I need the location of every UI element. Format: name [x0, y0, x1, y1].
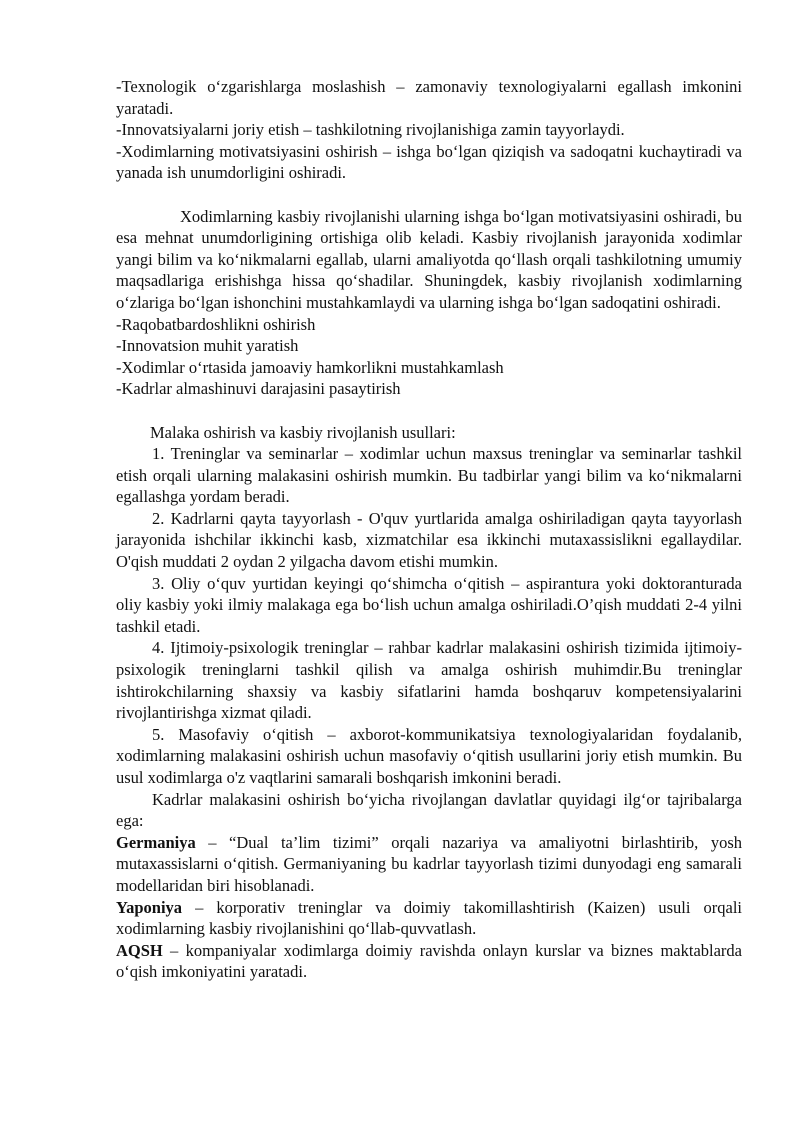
paragraph-text: Kadrlar malakasini oshirish bo‘yicha rivojlangan davlatlar quyidagi ilg‘or tajribalarga ega: [116, 789, 742, 831]
paragraph-text: Malaka oshirish va kasbiy rivojlanish usullari: [150, 422, 456, 442]
paragraph-p8 [116, 378, 742, 400]
bold-term: Yaponiya [116, 897, 183, 917]
paragraph-p10 [116, 443, 742, 508]
bold-term: AQSH [116, 940, 163, 960]
bold-term: Germaniya [116, 832, 196, 852]
paragraph-text: 1. Treninglar va seminarlar – xodimlar uchun maxsus treninglar va seminarlar tashkil etish orqali ularning malakasini oshirish mumkin. Bu tadbirlar yangi bilim va ko‘nikmalarni egallashga yordam beradi. [116, 444, 742, 507]
paragraph-p1 [116, 76, 742, 119]
paragraph-p13 [116, 637, 742, 723]
paragraph-gap [116, 184, 742, 206]
paragraph-p12 [116, 573, 742, 638]
paragraph-text: 3. Oliy o‘quv yurtidan keyingi qo‘shimcha o‘qitish – aspirantura yoki doktoranturada oliy kasbiy yoki ilmiy malakaga ega bo‘lish uchun amalga oshiriladi.O’qish muddati 2-4 yilni tashkil etadi. [116, 573, 742, 636]
paragraph-p16 [116, 832, 742, 897]
paragraph-p4 [116, 206, 742, 314]
paragraph-p17 [116, 897, 742, 940]
paragraph-text: -Raqobatbardoshlikni oshirish [116, 314, 316, 334]
paragraph-text: 5. Masofaviy o‘qitish – axborot-kommunikatsiya texnologiyalaridan foydalanib, xodimlarning malakasini oshirish uchun masofaviy o‘qitish usullarini joriy etish mumkin. Bu usul xodimlarga o'z vaqtlarini samarali boshqarish imkonini beradi. [116, 724, 742, 787]
paragraph-text: -Xodimlarning motivatsiyasini oshirish – ishga bo‘lgan qiziqish va sadoqatni kuchaytiradi va yanada ish unumdorligini oshiradi. [116, 141, 742, 183]
paragraph-text: 2. Kadrlarni qayta tayyorlash - O'quv yurtlarida amalga oshiriladigan qayta tayyorlash jarayonida ishchilar ikkinchi kasb, xizmatchilar esa ikkinchi mutaxassislikni egallaydilar. O'qish muddati 2 oydan 2 yilgacha davom etishi mumkin. [116, 508, 742, 572]
paragraph-p3 [116, 141, 742, 184]
paragraph-p2 [116, 119, 742, 141]
paragraph-text: -Innovatsion muhit yaratish [116, 336, 299, 356]
paragraph-p7 [116, 357, 742, 379]
paragraph-text: -Kadrlar almashinuvi darajasini pasaytirish [116, 379, 401, 399]
paragraph-p9 [116, 422, 742, 444]
paragraph-text: – kompaniyalar xodimlarga doimiy ravishda onlayn kurslar va biznes maktablarda o‘qish imkoniyatini yaratadi. [116, 940, 742, 982]
paragraph-p5 [116, 314, 742, 336]
paragraph-p6 [116, 335, 742, 357]
paragraph-text: -Xodimlar o‘rtasida jamoaviy hamkorlikni mustahkamlash [116, 357, 504, 377]
paragraph-text: – “Dual ta’lim tizimi” orqali nazariya va amaliyotni birlashtirib, yosh mutaxassislarni o‘qitish. Germaniyaning bu kadrlar tayyorlash tizimi dunyodagi eng samarali modellaridan biri hisoblanadi. [116, 832, 742, 895]
paragraph-text: -Innovatsiyalarni joriy etish – tashkilotning rivojlanishiga zamin tayyorlaydi. [116, 120, 625, 140]
paragraph-text: – korporativ treninglar va doimiy takomillashtirish (Kaizen) usuli orqali xodimlarning kasbiy rivojlanishini qo‘llab-quvvatlash. [116, 897, 742, 939]
paragraph-p18 [116, 940, 742, 983]
paragraph-p14 [116, 724, 742, 789]
paragraph-text: Xodimlarning kasbiy rivojlanishi ularning ishga bo‘lgan motivatsiyasini oshiradi, bu esa mehnat unumdorligining ortishiga olib keladi. Kasbiy rivojlanish jarayonida xodimlar yangi bilim va ko‘nikmalarni egallab, ularni amaliyotda qo‘llash orqali tashkilotning umumiy maqsadlariga erishishga hissa qo‘shadilar. Shuningdek, kasbiy rivojlanish xodimlarning o‘zlariga bo‘lgan ishonchini mustahkamlaydi va ularning ishga bo‘lgan sadoqatini oshiradi. [116, 206, 742, 312]
paragraph-p15 [116, 789, 742, 832]
paragraph-p11 [116, 508, 742, 573]
paragraph-text: 4. Ijtimoiy-psixologik treninglar – rahbar kadrlar malakasini oshirish tizimida ijtimoiy-psixologik treninglarni tashkil qilish va amalga oshirish muhimdir.Bu treninglar ishtirokchilarning shaxsiy va kasbiy sifatlarini hamda boshqaruv kompetensiyalarini rivojlantirishga xizmat qiladi. [116, 638, 742, 723]
paragraph-text: -Texnologik o‘zgarishlarga moslashish – zamonaviy texnologiyalarni egallash imkonini yaratadi. [116, 77, 742, 118]
paragraph-gap [116, 400, 742, 422]
